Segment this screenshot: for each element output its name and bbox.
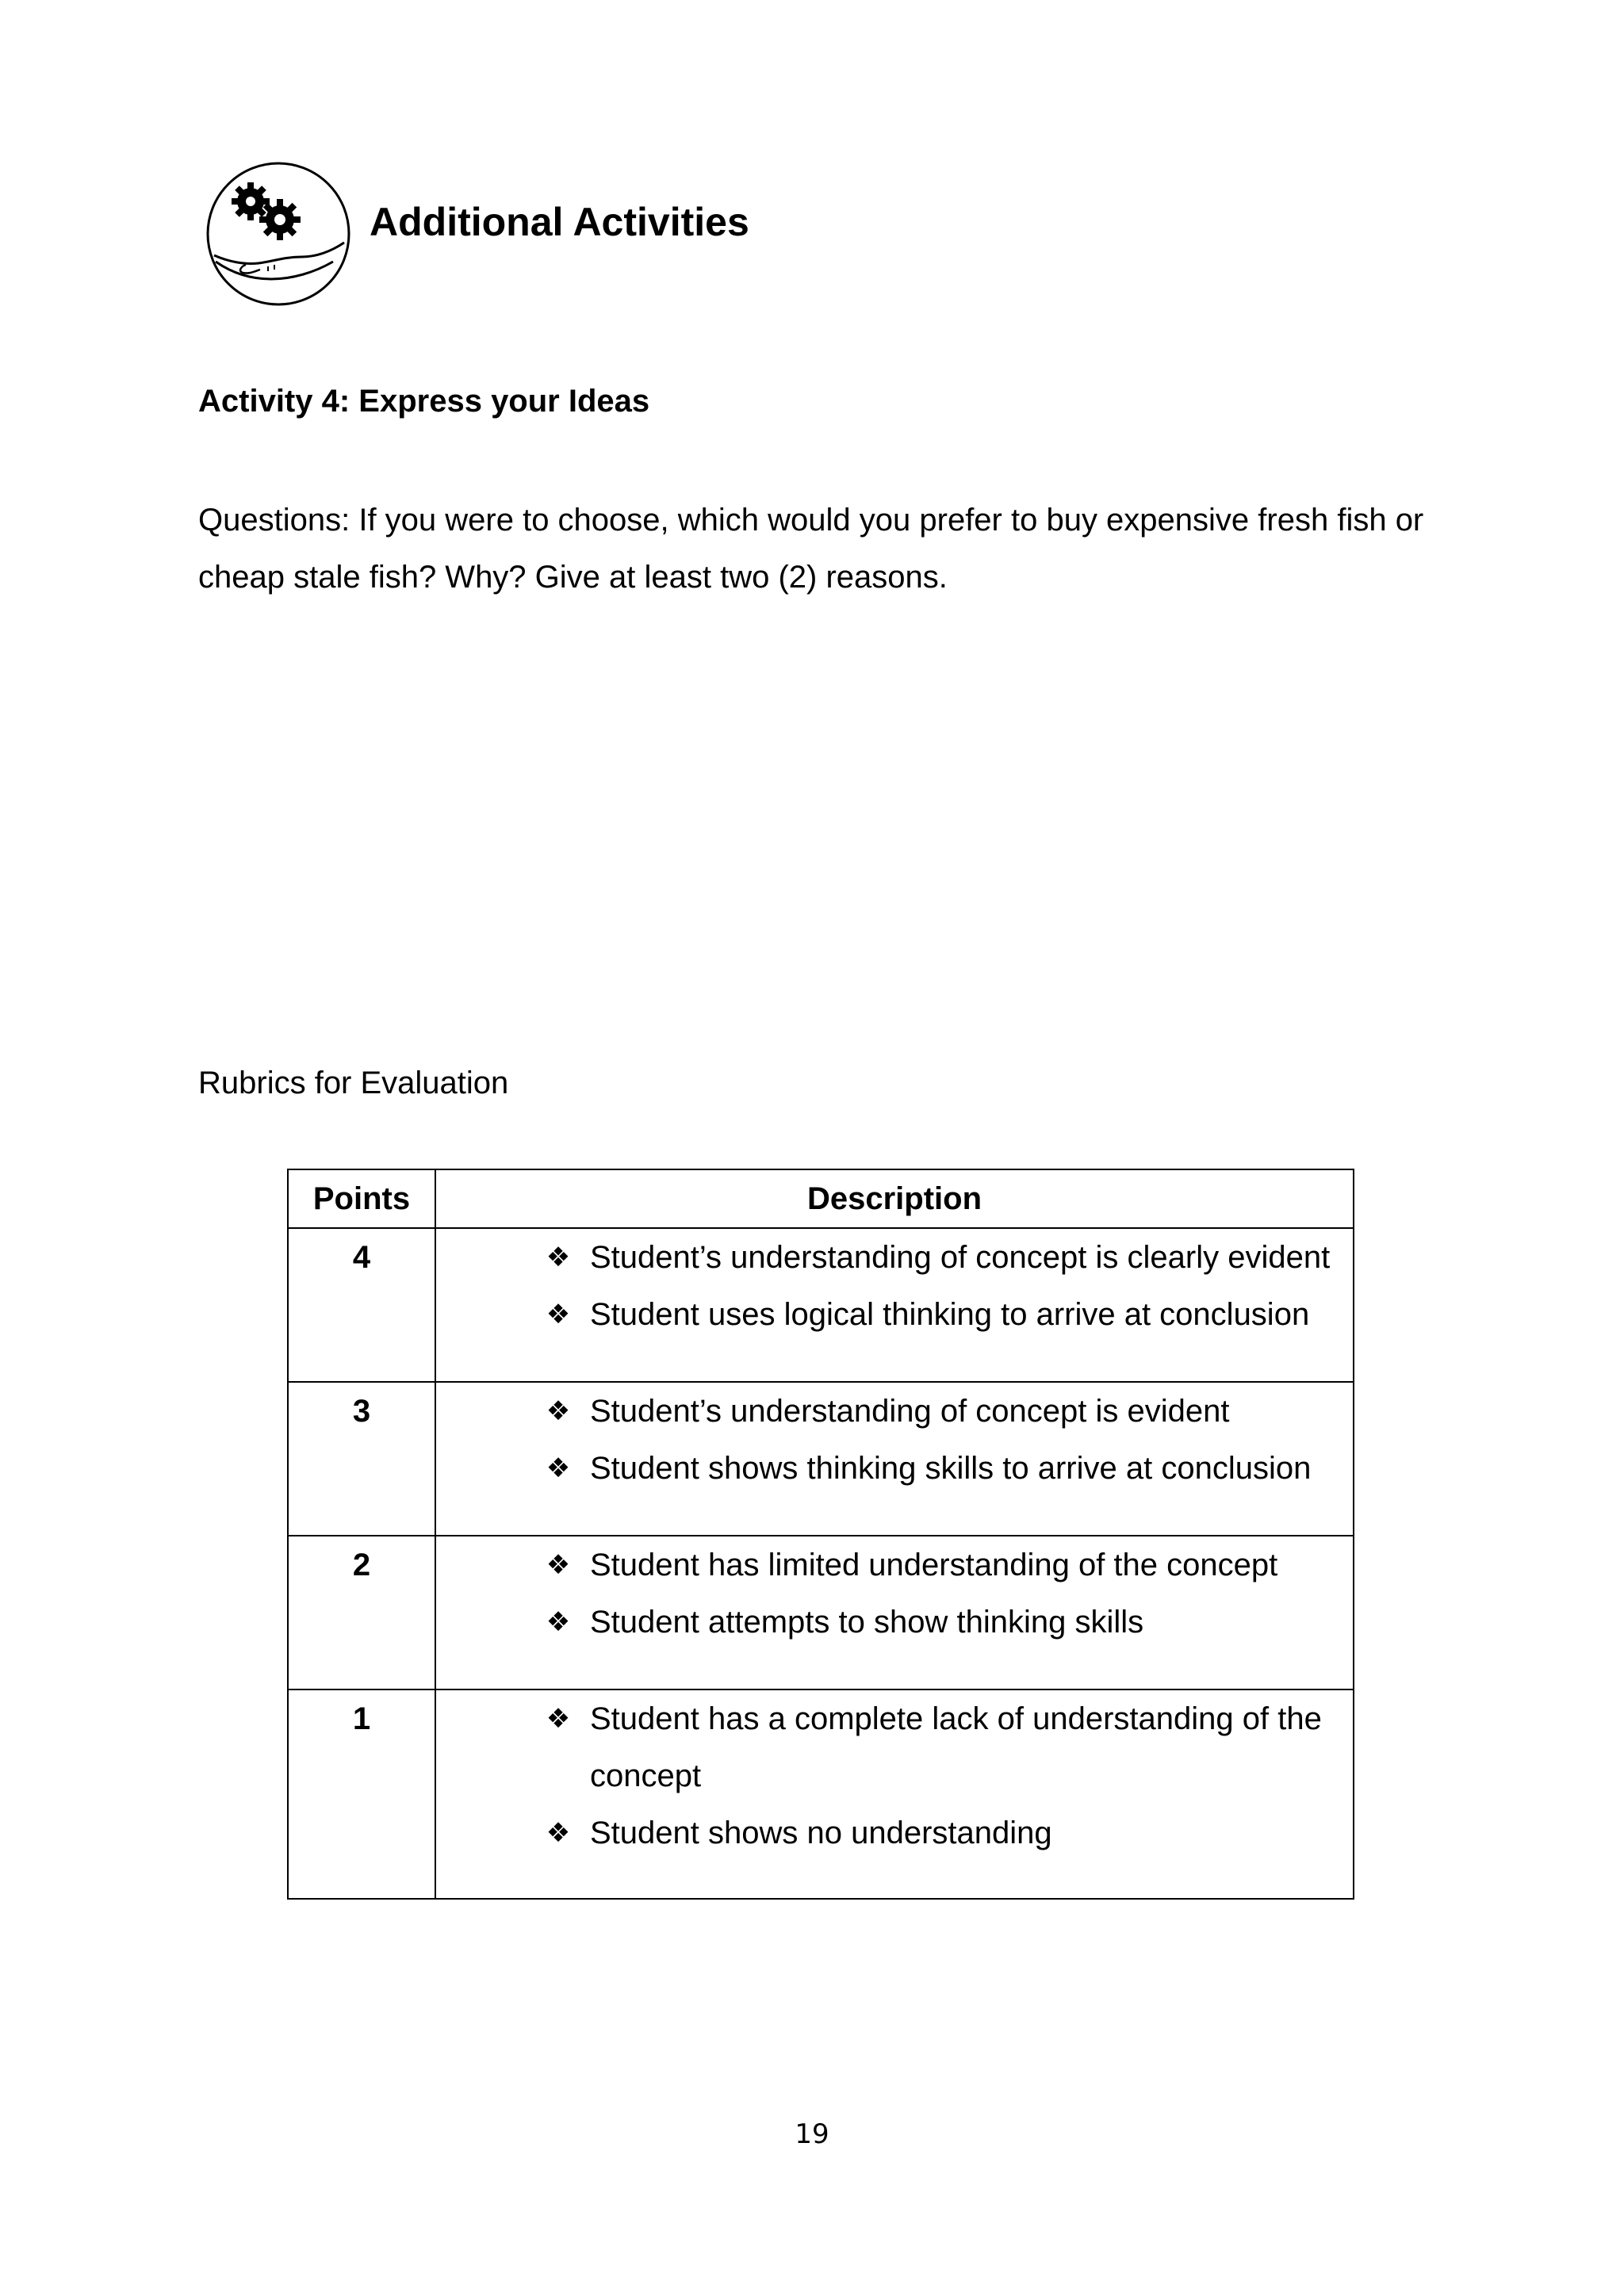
list-item [501,1690,1353,1804]
list-item [501,1440,1353,1497]
description-text: Student has limited understanding of the concept [590,1548,1278,1582]
description-text: Student’s understanding of concept is clearly evident [590,1240,1331,1275]
table-row [288,1689,1354,1899]
description-list [436,1536,1353,1651]
diamond-bullet-icon: ❖ [546,1395,571,1427]
table-row [288,1536,1354,1689]
diamond-bullet-icon: ❖ [546,1452,571,1484]
list-item [501,1286,1353,1343]
rubric-table [287,1169,1354,1900]
points-cell: 3 [288,1382,435,1536]
section-title: Additional Activities [370,200,749,244]
list-item [501,1594,1353,1651]
diamond-bullet-icon: ❖ [546,1817,571,1849]
diamond-bullet-icon: ❖ [546,1299,571,1330]
description-text: Student shows thinking skills to arrive at conclusion [590,1451,1312,1486]
page-number: 19 [795,2118,829,2150]
description-text: Student’s understanding of concept is evident [590,1394,1230,1429]
description-cell [435,1689,1354,1899]
list-item [501,1536,1353,1594]
diamond-bullet-icon: ❖ [546,1549,571,1581]
list-item [501,1804,1353,1862]
points-cell: 1 [288,1689,435,1899]
diamond-bullet-icon: ❖ [546,1242,571,1273]
table-row [288,1382,1354,1536]
column-header-description: Description [435,1169,1354,1228]
description-list [436,1383,1353,1497]
description-text: Student shows no understanding [590,1816,1052,1850]
activity-title: Activity 4: Express your Ideas [198,384,650,419]
list-item [501,1229,1353,1286]
description-cell [435,1228,1354,1382]
description-text: Student has a complete lack of understanding of the concept [590,1701,1322,1793]
description-text: Student uses logical thinking to arrive at conclusion [590,1297,1310,1332]
diamond-bullet-icon: ❖ [546,1703,571,1735]
diamond-bullet-icon: ❖ [546,1606,571,1638]
description-cell [435,1536,1354,1689]
description-list [436,1690,1353,1862]
gears-in-hand-icon [205,160,352,308]
description-cell [435,1382,1354,1536]
question-text: Questions: If you were to choose, which would you prefer to buy expensive fresh fish or cheap stale fish? Why? Give at least two (2) reasons. [198,503,1424,595]
table-row [288,1228,1354,1382]
column-header-points: Points [288,1169,435,1228]
points-cell: 4 [288,1228,435,1382]
description-text: Student attempts to show thinking skills [590,1605,1144,1640]
description-list [436,1229,1353,1343]
list-item [501,1383,1353,1440]
table-header-row [288,1169,1354,1228]
rubrics-label: Rubrics for Evaluation [198,1066,509,1100]
points-cell: 2 [288,1536,435,1689]
